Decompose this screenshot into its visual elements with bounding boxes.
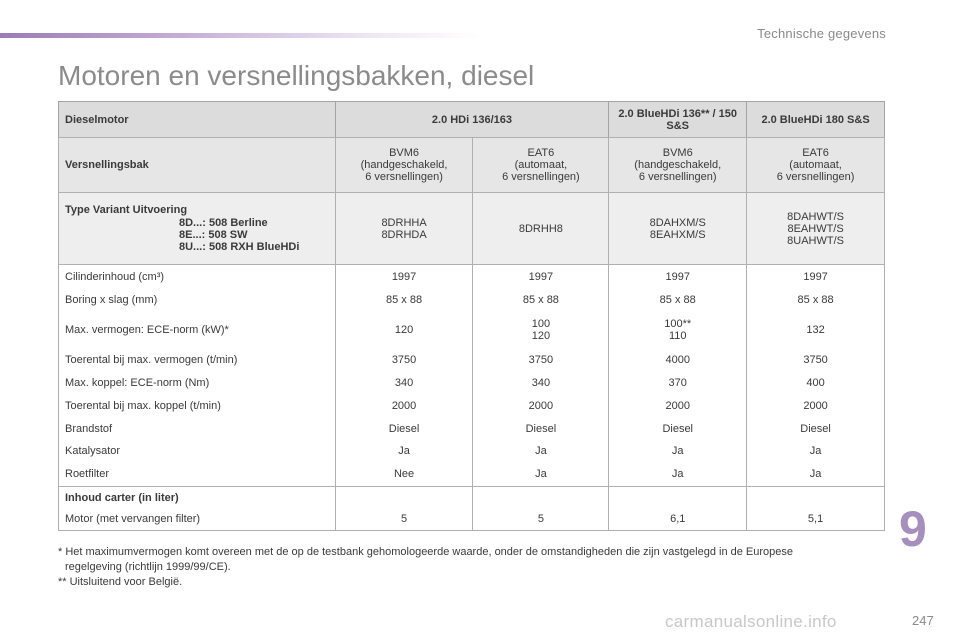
engine-header-row (59, 102, 885, 138)
section-label: Technische gegevens (757, 26, 886, 41)
footnote-1: * Het maximumvermogen komt overeen met de op de testbank gehomologeerde waarde, onder de omstandigheden die zijn vastgelegd in de Europese (58, 546, 794, 558)
table-row: Max. vermogen: ECE-norm (kW)* 120 100 120 100** 110 132 (59, 311, 885, 349)
gearbox-cell: BVM6 (handgeschakeld, 6 versnellingen) (609, 138, 747, 193)
page-title: Motoren en versnellingsbakken, diesel (58, 60, 535, 91)
footnote-2: ** Uitsluitend voor België. (58, 576, 183, 588)
capacity-title: Inhoud carter (in liter) (59, 487, 336, 509)
table-row: Boring x slag (mm) 85 x 88 85 x 88 85 x 88 85 x 88 (59, 289, 885, 311)
table-row: Roetfilter Nee Ja Ja Ja (59, 463, 885, 487)
engine-col-bluehdi-136: 2.0 BlueHDi 136** / 150 S&S (609, 102, 747, 138)
gearbox-cell: BVM6 (handgeschakeld, 6 versnellingen) (335, 138, 473, 193)
gearbox-row (59, 138, 885, 193)
footnote-1-cont: regelgeving (richtlijn 1999/99/CE). (65, 561, 231, 573)
header-label: Dieselmotor (59, 102, 336, 138)
type-code-cell: 8DRHHA 8DRHDA (335, 193, 473, 265)
footnotes (58, 545, 898, 590)
engine-spec-table (58, 101, 885, 138)
type-code-cell: 8DRHH8 (473, 193, 609, 265)
table-row: Brandstof Diesel Diesel Diesel Diesel (59, 418, 885, 440)
chapter-number: 9 (899, 501, 927, 557)
gearbox-cell: EAT6 (automaat, 6 versnellingen) (473, 138, 609, 193)
gearbox-cell: EAT6 (automaat, 6 versnellingen) (747, 138, 885, 193)
table-row: Toerental bij max. koppel (t/min) 2000 2000 2000 2000 (59, 395, 885, 418)
table-row: Katalysator Ja Ja Ja Ja (59, 440, 885, 463)
table-row: Motor (met vervangen filter) 5 5 6,1 5,1 (59, 509, 885, 531)
gearbox-label: Versnellingsbak (59, 138, 336, 193)
type-code-cell: 8DAHXM/S 8EAHXM/S (609, 193, 747, 265)
type-code-cell: 8DAHWT/S 8EAHWT/S 8UAHWT/S (747, 193, 885, 265)
table-row: Toerental bij max. vermogen (t/min) 3750 3750 4000 3750 (59, 349, 885, 372)
table-row: Cilinderinhoud (cm³) 1997 1997 1997 1997 (59, 265, 885, 289)
table-row: Max. koppel: ECE-norm (Nm) 340 340 370 400 (59, 372, 885, 395)
watermark: carmanualsonline.info (665, 612, 837, 631)
capacity-title-row (59, 487, 885, 509)
type-variant-label: Type Variant Uitvoering 8D...: 508 Berline 8E...: 508 SW 8U...: 508 RXH BlueHDi (59, 193, 336, 265)
chapter-accent-bar (0, 33, 480, 38)
type-variant-row (59, 193, 885, 265)
page-number: 247 (912, 613, 934, 628)
engine-spec-table-body (58, 137, 885, 531)
engine-col-hdi: 2.0 HDi 136/163 (335, 102, 609, 138)
engine-col-bluehdi-180: 2.0 BlueHDi 180 S&S (747, 102, 885, 138)
